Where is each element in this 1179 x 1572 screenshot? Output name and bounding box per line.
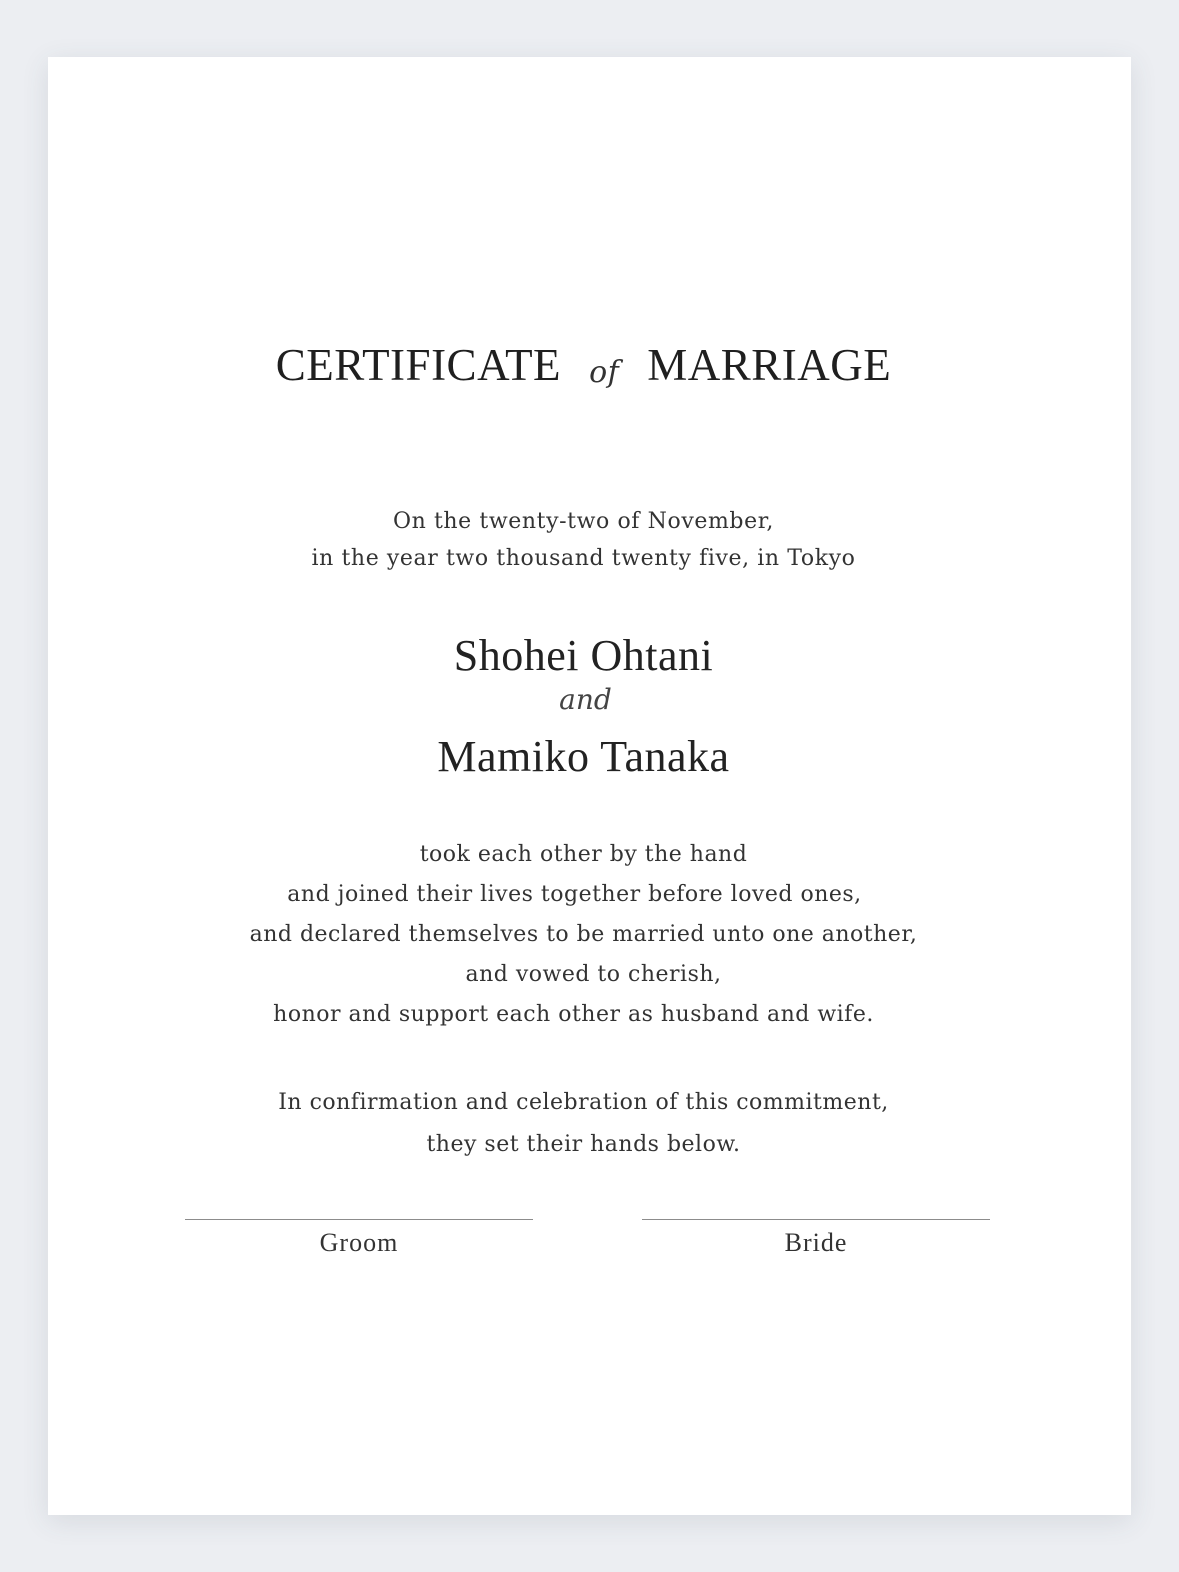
groom-signature-line xyxy=(185,1219,533,1220)
confirmation-text xyxy=(42,1082,1125,1166)
groom-name: Shohei Ohtani xyxy=(453,631,714,680)
vows-line: took each other by the hand xyxy=(419,842,748,867)
certificate-paper xyxy=(48,57,1131,1515)
vows-line: and vowed to cherish, xyxy=(465,962,722,987)
and-script: and xyxy=(559,683,612,716)
certificate-title xyxy=(42,339,1125,391)
bride-signature xyxy=(642,1219,990,1258)
vows-line: and joined their lives together before loved ones, xyxy=(287,882,862,907)
groom-signature xyxy=(185,1219,533,1258)
intro-line: On the twenty-two of November, xyxy=(392,509,775,534)
title-certificate: CERTIFICATE xyxy=(275,340,562,390)
intro-text xyxy=(42,503,1125,577)
vows-text xyxy=(42,835,1125,1035)
title-marriage: MARRIAGE xyxy=(647,340,892,390)
bride-signature-line xyxy=(642,1219,990,1220)
confirmation-line: In confirmation and celebration of this commitment, xyxy=(278,1090,889,1115)
intro-line: in the year two thousand twenty five, in Tokyo xyxy=(311,546,856,571)
bride-name: Mamiko Tanaka xyxy=(437,732,730,781)
vows-line: honor and support each other as husband and wife. xyxy=(273,1002,874,1027)
title-of-script: of xyxy=(589,355,620,390)
groom-label: Groom xyxy=(319,1228,399,1257)
confirmation-line: they set their hands below. xyxy=(426,1132,741,1157)
vows-line: and declared themselves to be married unto one another, xyxy=(249,922,918,947)
bride-label: Bride xyxy=(784,1228,848,1257)
